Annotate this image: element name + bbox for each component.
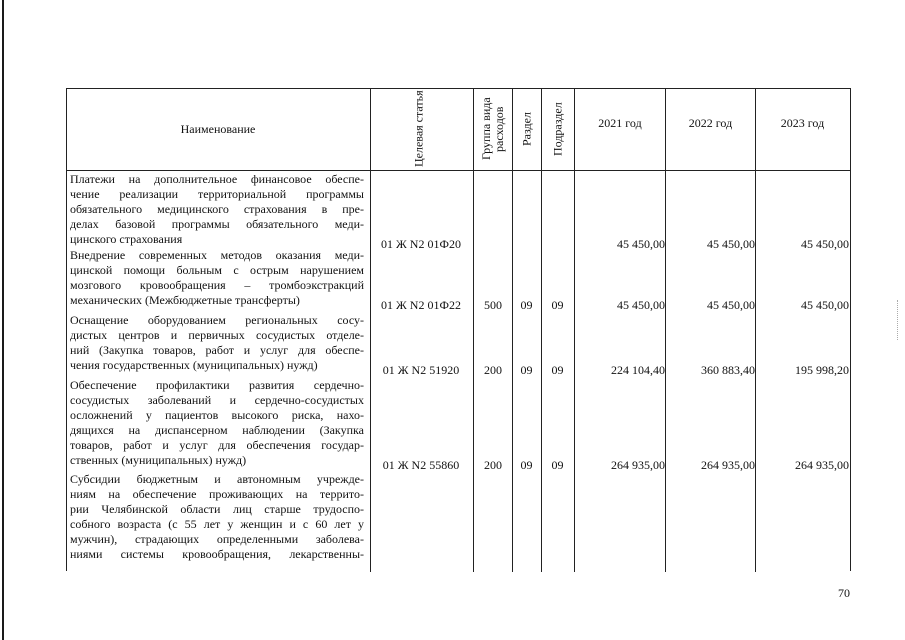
col-divider — [665, 88, 666, 572]
name-line: дистых центров и первичных сосудистых отделе- — [70, 328, 364, 343]
name-line: ний (Закупка товаров, работ и услуг для обеспе- — [70, 343, 364, 358]
header-2023: 2023 год — [780, 115, 825, 130]
subsection-code: 09 — [551, 298, 564, 312]
name-line: Оснащение оборудованием региональных сосу- — [70, 313, 364, 327]
name-line: цинского страхования — [70, 232, 183, 247]
amount-2021: 224 104,40 — [611, 363, 665, 377]
table-row-name — [70, 248, 364, 308]
name-line: мозгового кровообращения – тромбоэкстракций — [70, 278, 364, 293]
subsection-code: 09 — [551, 363, 564, 377]
amount-2022: 264 935,00 — [701, 458, 755, 472]
page-left-edge — [2, 0, 4, 640]
amount-2022: 45 450,00 — [707, 298, 755, 312]
amount-2021: 45 450,00 — [617, 237, 665, 251]
header-2022: 2022 год — [688, 115, 733, 130]
name-line: ственных (муниципальных) нужд) — [70, 453, 247, 468]
header-section: Раздел — [519, 112, 534, 146]
name-line: делах базовой программы обязательного меди- — [70, 217, 364, 232]
name-line: Внедрение современных методов оказания меди- — [70, 248, 364, 262]
name-line: дящихся на диспансерном наблюдении (Закупка — [70, 423, 364, 438]
col-divider — [370, 88, 371, 572]
target-article-code: 01 Ж N2 51920 — [382, 363, 460, 377]
expense-group: 200 — [484, 458, 502, 472]
name-line: рии Челябинской области лиц старше трудоспо- — [70, 502, 364, 517]
col-divider — [755, 88, 756, 572]
section-code: 09 — [520, 363, 533, 377]
name-line: ниями системы кровообращения, лекарственны- — [70, 547, 364, 562]
header-target-article: Целевая статья — [411, 90, 426, 168]
amount-2023: 195 998,20 — [795, 363, 849, 377]
header-2021: 2021 год — [598, 115, 642, 130]
header-divider — [66, 170, 851, 171]
name-line: обязательного медицинского страхования в пре- — [70, 202, 364, 217]
header-name: Наименование — [180, 121, 256, 136]
name-line: мужчин), страдающих определенными заболева- — [70, 532, 364, 547]
target-article-code: 01 Ж N2 55860 — [382, 458, 460, 472]
name-line: цинской помощи больным с острым нарушением — [70, 263, 364, 278]
amount-2023: 45 450,00 — [801, 298, 849, 312]
section-code: 09 — [520, 458, 533, 472]
section-code: 09 — [520, 298, 533, 312]
amount-2021: 45 450,00 — [617, 298, 665, 312]
name-line: Платежи на дополнительное финансовое обеспе- — [70, 172, 364, 186]
name-line: осложнений у пациентов высокого риска, нахо- — [70, 408, 364, 423]
header-subsection: Подраздел — [550, 102, 565, 156]
table-row-name — [70, 172, 364, 247]
amount-2022: 45 450,00 — [707, 237, 755, 251]
name-line: сосудистых заболеваний и сердечно-сосудистых — [70, 393, 364, 408]
table-row-name — [70, 472, 364, 563]
budget-table — [66, 88, 851, 572]
col-divider — [574, 88, 575, 572]
subsection-code: 09 — [551, 458, 564, 472]
target-article-code: 01 Ж N2 01Ф20 — [381, 237, 461, 251]
name-line: ниям на обеспечение проживающих на террито- — [70, 487, 364, 502]
scan-artifact-dots — [897, 300, 899, 340]
target-article-code: 01 Ж N2 01Ф22 — [381, 298, 461, 312]
expense-group: 200 — [484, 363, 502, 377]
page-number: 70 — [838, 586, 850, 600]
name-line: чения государственных (муниципальных) нужд) — [70, 358, 318, 373]
table-row-name — [70, 378, 364, 469]
amount-2023: 45 450,00 — [801, 237, 849, 251]
amount-2021: 264 935,00 — [611, 458, 665, 472]
name-line: товаров, работ и услуг для обеспечения государ- — [70, 438, 364, 453]
name-line: собного возраста (с 55 лет у женщин и с 60 лет у — [70, 517, 364, 532]
amount-2022: 360 883,40 — [701, 363, 755, 377]
name-line: механических (Межбюджетные трансферты) — [70, 293, 300, 308]
header-expense-group: Группа вида расходов — [479, 97, 506, 161]
name-line: чение реализации территориальной программы — [70, 187, 364, 202]
amount-2023: 264 935,00 — [795, 458, 849, 472]
name-line: Обеспечение профилактики развития сердечно- — [70, 378, 364, 392]
expense-group: 500 — [484, 298, 502, 312]
name-line: Субсидии бюджетным и автономным учрежде- — [70, 472, 364, 486]
table-row-name — [70, 313, 364, 373]
